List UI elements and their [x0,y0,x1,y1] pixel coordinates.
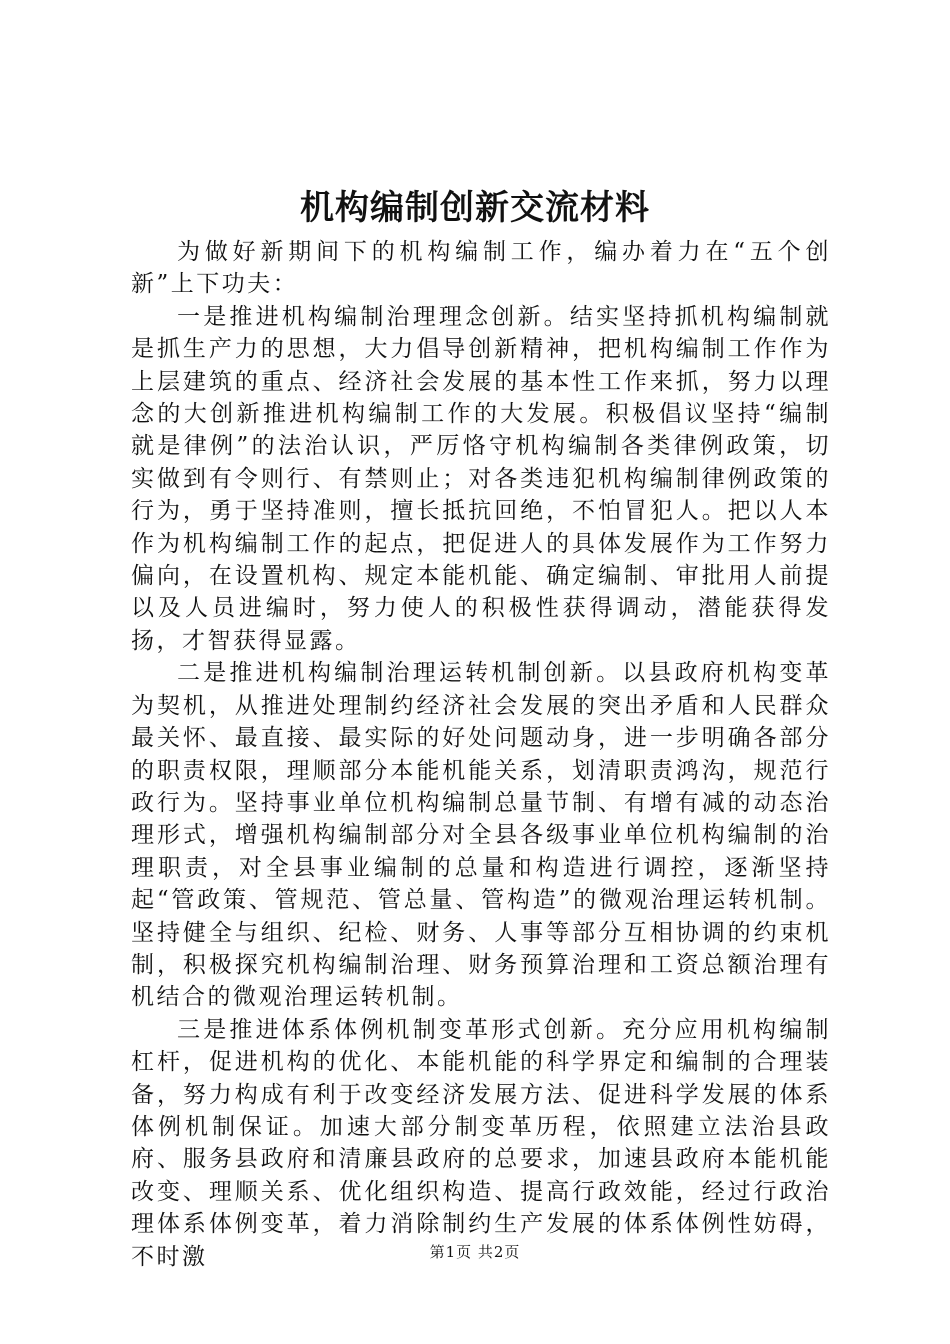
document-title: 机构编制创新交流材料 [300,188,650,228]
paragraph-reform-innovation: 三是推进体系体例机制变革形式创新。充分应用机构编制杠杆，促进机构的优化、本能机能的科学界定和编制的合理装备，努力构成有利于改变经济发展方法、促进科学发展的体系体例机制保证。加速大部分制变革历程，依照建立法治县政府、服务县政府和清廉县政府的总要求，加速县政府本能机能改变、理顺关系、优化组织构造、提高行政效能，经过行政治理体系体例变革，着力消除制约生产发展的体系体例性妨碍，不时激 [131,1016,831,1270]
intro-paragraph: 为做好新期间下的机构编制工作，编办着力在“五个创新”上下功夫： [131,239,831,298]
page-number-footer: 第1页 共2页 [429,1243,521,1261]
paragraph-concept-innovation: 一是推进机构编制治理理念创新。结实坚持抓机构编制就是抓生产力的思想，大力倡导创新精神，把机构编制工作作为上层建筑的重点、经济社会发展的基本性工作来抓，努力以理念的大创新推进机构编制工作的大发展。积极倡议坚持“编制就是律例”的法治认识，严厉恪守机构编制各类律例政策，切实做到有令则行、有禁则止；对各类违犯机构编制律例政策的行为，勇于坚持准则，擅长抵抗回绝，不怕冒犯人。把以人本作为机构编制工作的起点，把促进人的具体发展作为工作努力偏向，在设置机构、规定本能机能、确定编制、审批用人前提以及人员进编时，努力使人的积极性获得调动，潜能获得发扬，才智获得显露。 [131,303,831,654]
paragraph-mechanism-innovation: 二是推进机构编制治理运转机制创新。以县政府机构变革为契机，从推进处理制约经济社会发展的突出矛盾和人民群众最关怀、最直接、最实际的好处问题动身，进一步明确各部分的职责权限，理顺部分本能机能关系，划清职责鸿沟，规范行政行为。坚持事业单位机构编制总量节制、有增有减的动态治理形式，增强机构编制部分对全县各级事业单位机构编制的治理职责，对全县事业编制的总量和构造进行调控，逐渐坚持起“管政策、管规范、管总量、管构造”的微观治理运转机制。坚持健全与组织、纪检、财务、人事等部分互相协调的约束机制，积极探究机构编制治理、财务预算治理和工资总额治理有机结合的微观治理运转机制。 [131,660,831,1011]
